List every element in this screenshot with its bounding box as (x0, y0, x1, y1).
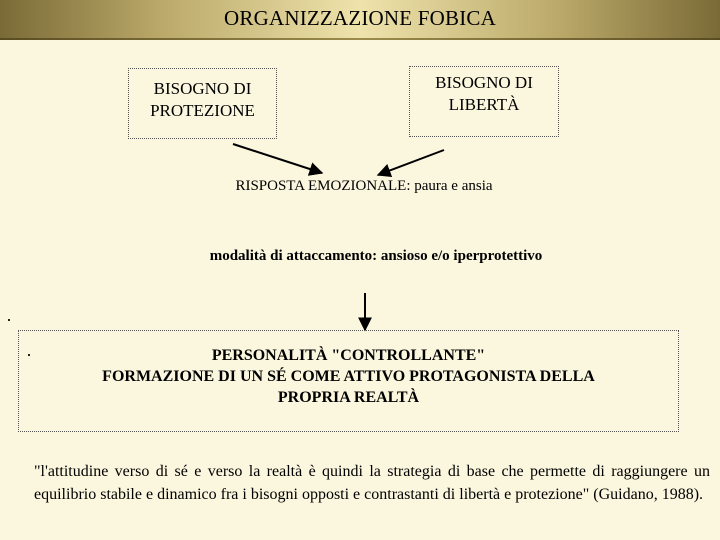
decor-dot (28, 354, 30, 356)
decor-dot (8, 319, 10, 321)
emotional-response-label: RISPOSTA EMOZIONALE: (235, 178, 411, 194)
arrow-from-protection (233, 144, 322, 173)
guidano-quote: "l'attitudine verso di sé e verso la realtà è quindi la strategia di base che permette di raggiungere un equilibrio stabile e dinamico fra i bisogni opposti e contrastanti di libertà e protezione" (Guidano, 1988). (34, 463, 710, 503)
need-protection-box: BISOGNO DI PROTEZIONE (128, 68, 277, 139)
personality-line-3: PROPRIA REALTÀ (277, 389, 420, 406)
arrow-from-freedom (378, 150, 444, 175)
need-freedom-box: BISOGNO DI LIBERTÀ (409, 66, 559, 137)
emotional-response-text: paura e ansia (414, 178, 493, 194)
attachment-mode: modalità di attaccamento: ansioso e/o iperprotettivo (209, 248, 543, 264)
page-title: ORGANIZZAZIONE FOBICA (224, 6, 496, 30)
personality-line-2: FORMAZIONE DI UN SÉ COME ATTIVO PROTAGONISTA DELLA (102, 368, 595, 385)
emotional-response (0, 178, 720, 195)
personality-box (18, 330, 679, 432)
personality-line-1: PERSONALITÀ "CONTROLLANTE" (211, 347, 486, 364)
